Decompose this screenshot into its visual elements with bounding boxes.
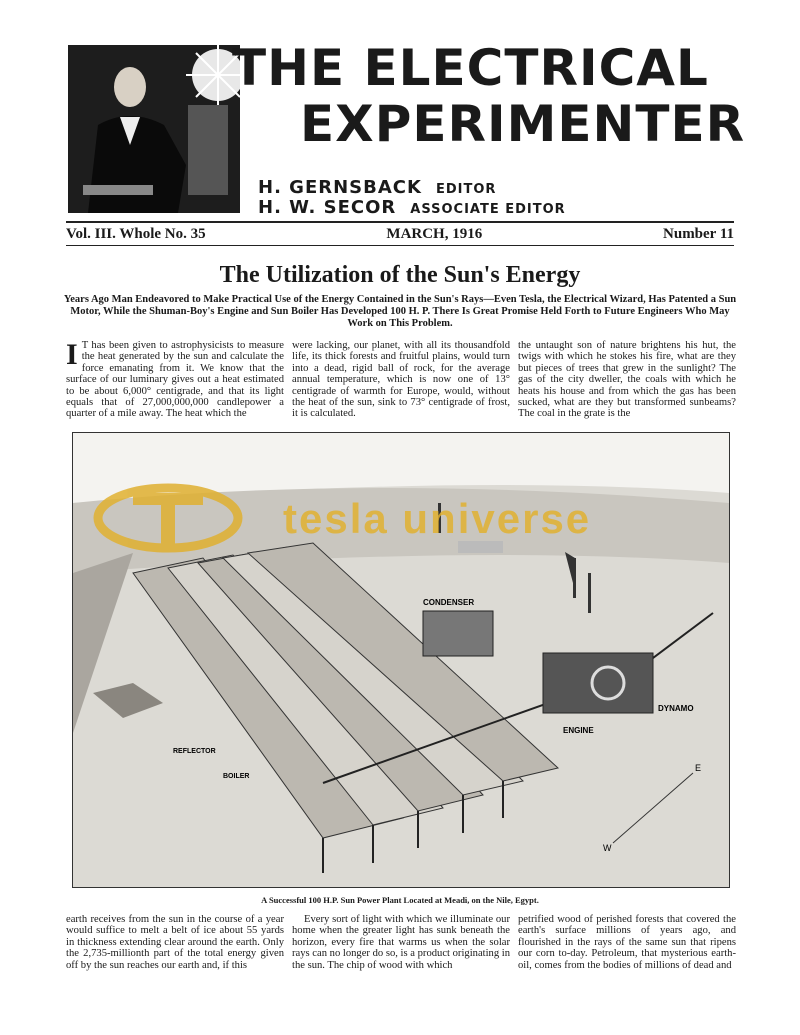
column-text: petrified wood of perished forests that covered the earth's surface millions of years ago, and flourished in the rays of the same sun that ripens our corn to-day. Petroleum, that mysterious earth-oil, comes from the bodies of millions of dead and [518, 914, 736, 971]
column-text: earth receives from the sun in the course of a year would suffice to melt a belt of ice about 55 yards in thickness extending clear around the earth. Only the 2,735-millionth part of the total energy given off by the sun reaches our earth and, if this [66, 914, 284, 971]
sun-power-plant-illustration [72, 432, 730, 888]
volume: Vol. III. Whole No. 35 [66, 226, 206, 242]
associate-editor-credit [258, 197, 566, 218]
article-headline: The Utilization of the Sun's Energy [219, 262, 581, 288]
illustration-caption: A Successful 100 H.P. Sun Power Plant Located at Meadi, on the Nile, Egypt. [261, 895, 539, 905]
boiler-label: BOILER [223, 773, 250, 780]
drop-cap: I [66, 338, 78, 371]
watermark-text: tesla universe [283, 495, 592, 542]
masthead-illustration [68, 45, 240, 213]
column-2 [292, 340, 510, 420]
bottom-column-1 [66, 914, 284, 971]
editor-name: H. GERNSBACK [258, 177, 422, 198]
editor-credit [258, 177, 496, 198]
column-text: Every sort of light with which we illuminate our home when the greater light has sunk beneath the horizon, every fire that warms us when the solar rays can no longer do so, is a product originating in the sun. The chip of wood with which [292, 914, 511, 971]
west-label: W [603, 843, 612, 853]
bottom-column-2 [292, 914, 510, 971]
column-1 [66, 340, 284, 420]
reflector-label: REFLECTOR [173, 748, 216, 755]
column-3 [518, 340, 736, 420]
east-label: E [695, 763, 702, 773]
issue-number: Number 11 [663, 226, 734, 242]
editor-role: EDITOR [435, 182, 497, 197]
column-text: T has been given to astrophysicists to measure the heat generated by the sun and calculate the force emanating from it. We know that the surface of our luminary gives out a heat estimated to be about 6,000° centigrade, and that its light equals that of 27,000,000,000 candlepower a quarter of a mile away. The heat which the [66, 340, 284, 420]
condenser-label: CONDENSER [423, 598, 475, 607]
magazine-title-line1: THE ELECTRICAL [232, 39, 709, 97]
column-text: were lacking, our planet, with all its thousandfold life, its thick forests and fruitful plains, would turn into a dead, rigid ball of rock, for the average annual temperature, which is now one of 13° centigrade of warmth for Europe, would, without the heat of the sun, sink to 73° centigrade of frost, it is calculated. [292, 340, 510, 420]
engine-label: ENGINE [563, 726, 594, 735]
issue-date: MARCH, 1916 [386, 226, 483, 242]
article-deck: Years Ago Man Endeavored to Make Practical Use of the Energy Contained in the Sun's Rays—Even Tesla, the Electrical Wizard, Has Patented a Sun Motor, While the Shuman-Boy's Engine and Sun Boiler Has Developed 100 H. P. There Is Great Promise Held Forth to Future Engineers Who May Work on This Problem. [63, 294, 737, 329]
bottom-column-3 [518, 914, 736, 971]
magazine-title-line2: EXPERIMENTER [300, 95, 746, 153]
divider [66, 245, 734, 246]
associate-editor-role: ASSOCIATE EDITOR [410, 202, 566, 217]
dynamo-label: DYNAMO [658, 704, 694, 713]
divider [66, 221, 734, 223]
issue-line [66, 226, 734, 243]
associate-editor-name: H. W. SECOR [258, 197, 397, 218]
column-text: the untaught son of nature brightens his hut, the twigs with which he stokes his fire, what are they but pieces of trees that grew in the sunlight? The gas of the city dweller, the coals with which he heats his house and from which the gas has been sucked, what are they but transformed sunbeams? The coal in the grate is the [518, 340, 736, 420]
